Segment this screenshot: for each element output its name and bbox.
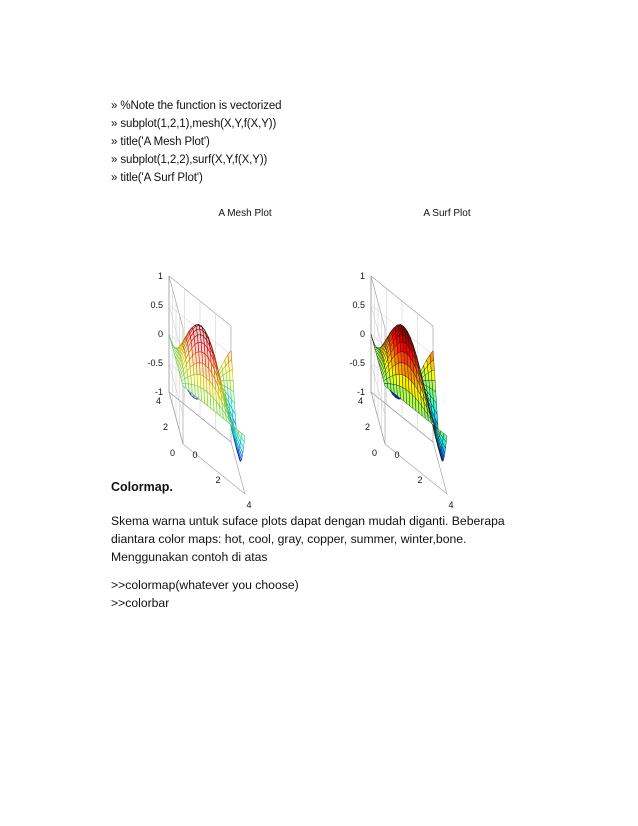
z-tick-label: -0.5 xyxy=(147,358,163,368)
x-tick-label: 4 xyxy=(246,500,252,510)
z-tick-label: -1 xyxy=(154,387,163,397)
z-tick-label: 0.5 xyxy=(150,300,163,310)
plot-title: A Surf Plot xyxy=(423,208,471,219)
y-tick-label: 0 xyxy=(371,448,377,458)
surf-plot xyxy=(349,208,470,510)
paragraph-line: Menggunakan contoh di atas xyxy=(111,550,268,564)
z-tick-label: 1 xyxy=(359,271,365,281)
mesh-plot xyxy=(147,208,271,510)
paragraph-line: Skema warna untuk suface plots dapat dengan mudah diganti. Beberapa xyxy=(111,514,505,528)
surface-patch xyxy=(229,370,233,381)
x-tick-label: 0 xyxy=(394,450,400,460)
command-line: >>colormap(whatever you choose) xyxy=(111,578,299,592)
z-tick-label: 1 xyxy=(157,271,163,281)
code-line: » subplot(1,2,2),surf(X,Y,f(X,Y)) xyxy=(111,154,268,166)
y-tick-label: 0 xyxy=(169,448,175,458)
y-tick-label: 2 xyxy=(162,422,168,432)
surface xyxy=(371,324,447,461)
code-line: » title('A Surf Plot') xyxy=(111,172,203,184)
section-heading: Colormap. xyxy=(111,480,173,494)
surface-patch xyxy=(431,370,435,381)
section-paragraph xyxy=(111,512,541,566)
code-line: » %Note the function is vectorized xyxy=(111,100,282,112)
z-tick-label: 0.5 xyxy=(352,300,365,310)
x-tick-label: 0 xyxy=(192,450,198,460)
y-tick-label: 4 xyxy=(357,396,363,406)
z-tick-label: 0 xyxy=(359,329,365,339)
z-tick-label: 0 xyxy=(157,329,163,339)
y-tick-label: 2 xyxy=(364,422,370,432)
x-tick-label: 2 xyxy=(215,475,221,485)
paragraph-line: diantara color maps: hot, cool, gray, copper, summer, winter,bone. xyxy=(111,532,467,546)
plot-title: A Mesh Plot xyxy=(218,208,272,219)
x-tick-label: 2 xyxy=(417,475,423,485)
command-line: >>colorbar xyxy=(111,596,170,610)
z-tick-label: -1 xyxy=(356,387,365,397)
surface xyxy=(169,324,245,461)
command-list xyxy=(111,576,299,612)
x-tick-label: 4 xyxy=(448,500,454,510)
code-line: » subplot(1,2,1),mesh(X,Y,f(X,Y)) xyxy=(111,118,277,130)
code-block xyxy=(111,97,411,187)
code-line: » title('A Mesh Plot') xyxy=(111,136,210,148)
y-tick-label: 4 xyxy=(155,396,161,406)
z-tick-label: -0.5 xyxy=(349,358,365,368)
